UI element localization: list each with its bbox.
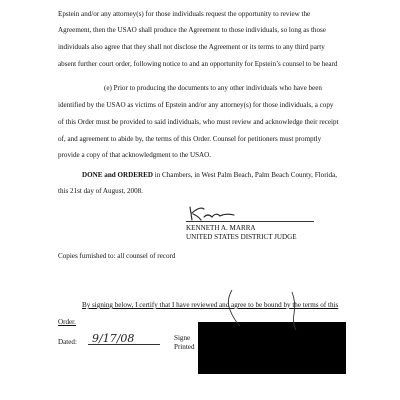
para2-line-2: of this Order must be provided to said individuals, who must review and acknowledge their receipt	[58, 118, 339, 126]
dated-label: Dated:	[58, 338, 77, 346]
para2-line-1: identified by the USAO as victims of Epstein and/or any attorney(s) for those individuals, a copy	[58, 101, 334, 109]
para1-line-4: absent further court order, following notice to and an opportunity for Epstein’s counsel to be heard	[58, 60, 338, 68]
done-ordered-bold: DONE and ORDERED	[82, 171, 153, 179]
done-ordered-rest: in Chambers, in West Palm Beach, Palm Beach County, Florida,	[152, 171, 337, 179]
printed-label: Printed	[174, 343, 195, 351]
signed-label: Signe	[174, 334, 191, 342]
dated-underline	[88, 344, 160, 345]
redaction-box	[198, 322, 346, 374]
certification-line-1: By signing below, I certify that I have reviewed and agree to be bound by the terms of this	[82, 301, 339, 309]
para1-line-1: Epstein and/or any attorney(s) for those individuals request the opportunity to review the	[58, 10, 311, 18]
done-ordered-line	[82, 171, 337, 179]
para1-line-2: Agreement, then the USAO shall produce the Agreement to those individuals, so long as those	[58, 26, 326, 34]
judge-signature-line	[186, 221, 314, 222]
judge-name: KENNETH A. MARRA	[186, 224, 256, 232]
para2-line-4: provide a copy of that acknowledgment to the USAO.	[58, 151, 212, 159]
judge-signature	[186, 203, 246, 223]
certification-line-2: Order.	[58, 318, 76, 326]
para2-first-line: (e) Prior to producing the documents to any other individuals who have been	[104, 84, 322, 92]
para1-line-3: individuals also agree that they shall not disclose the Agreement or its terms to any third party	[58, 43, 325, 51]
copies-furnished-line: Copies furnished to: all counsel of record	[58, 252, 176, 260]
order-date-line: this 21st day of August, 2008.	[58, 187, 143, 195]
dated-handwritten-value: 9/17/08	[92, 332, 135, 345]
para2-line-3: of, and agreement to abide by, the terms of this Order. Counsel for petitioners must promptly	[58, 135, 322, 143]
judge-title: UNITED STATES DISTRICT JUDGE	[186, 233, 297, 241]
